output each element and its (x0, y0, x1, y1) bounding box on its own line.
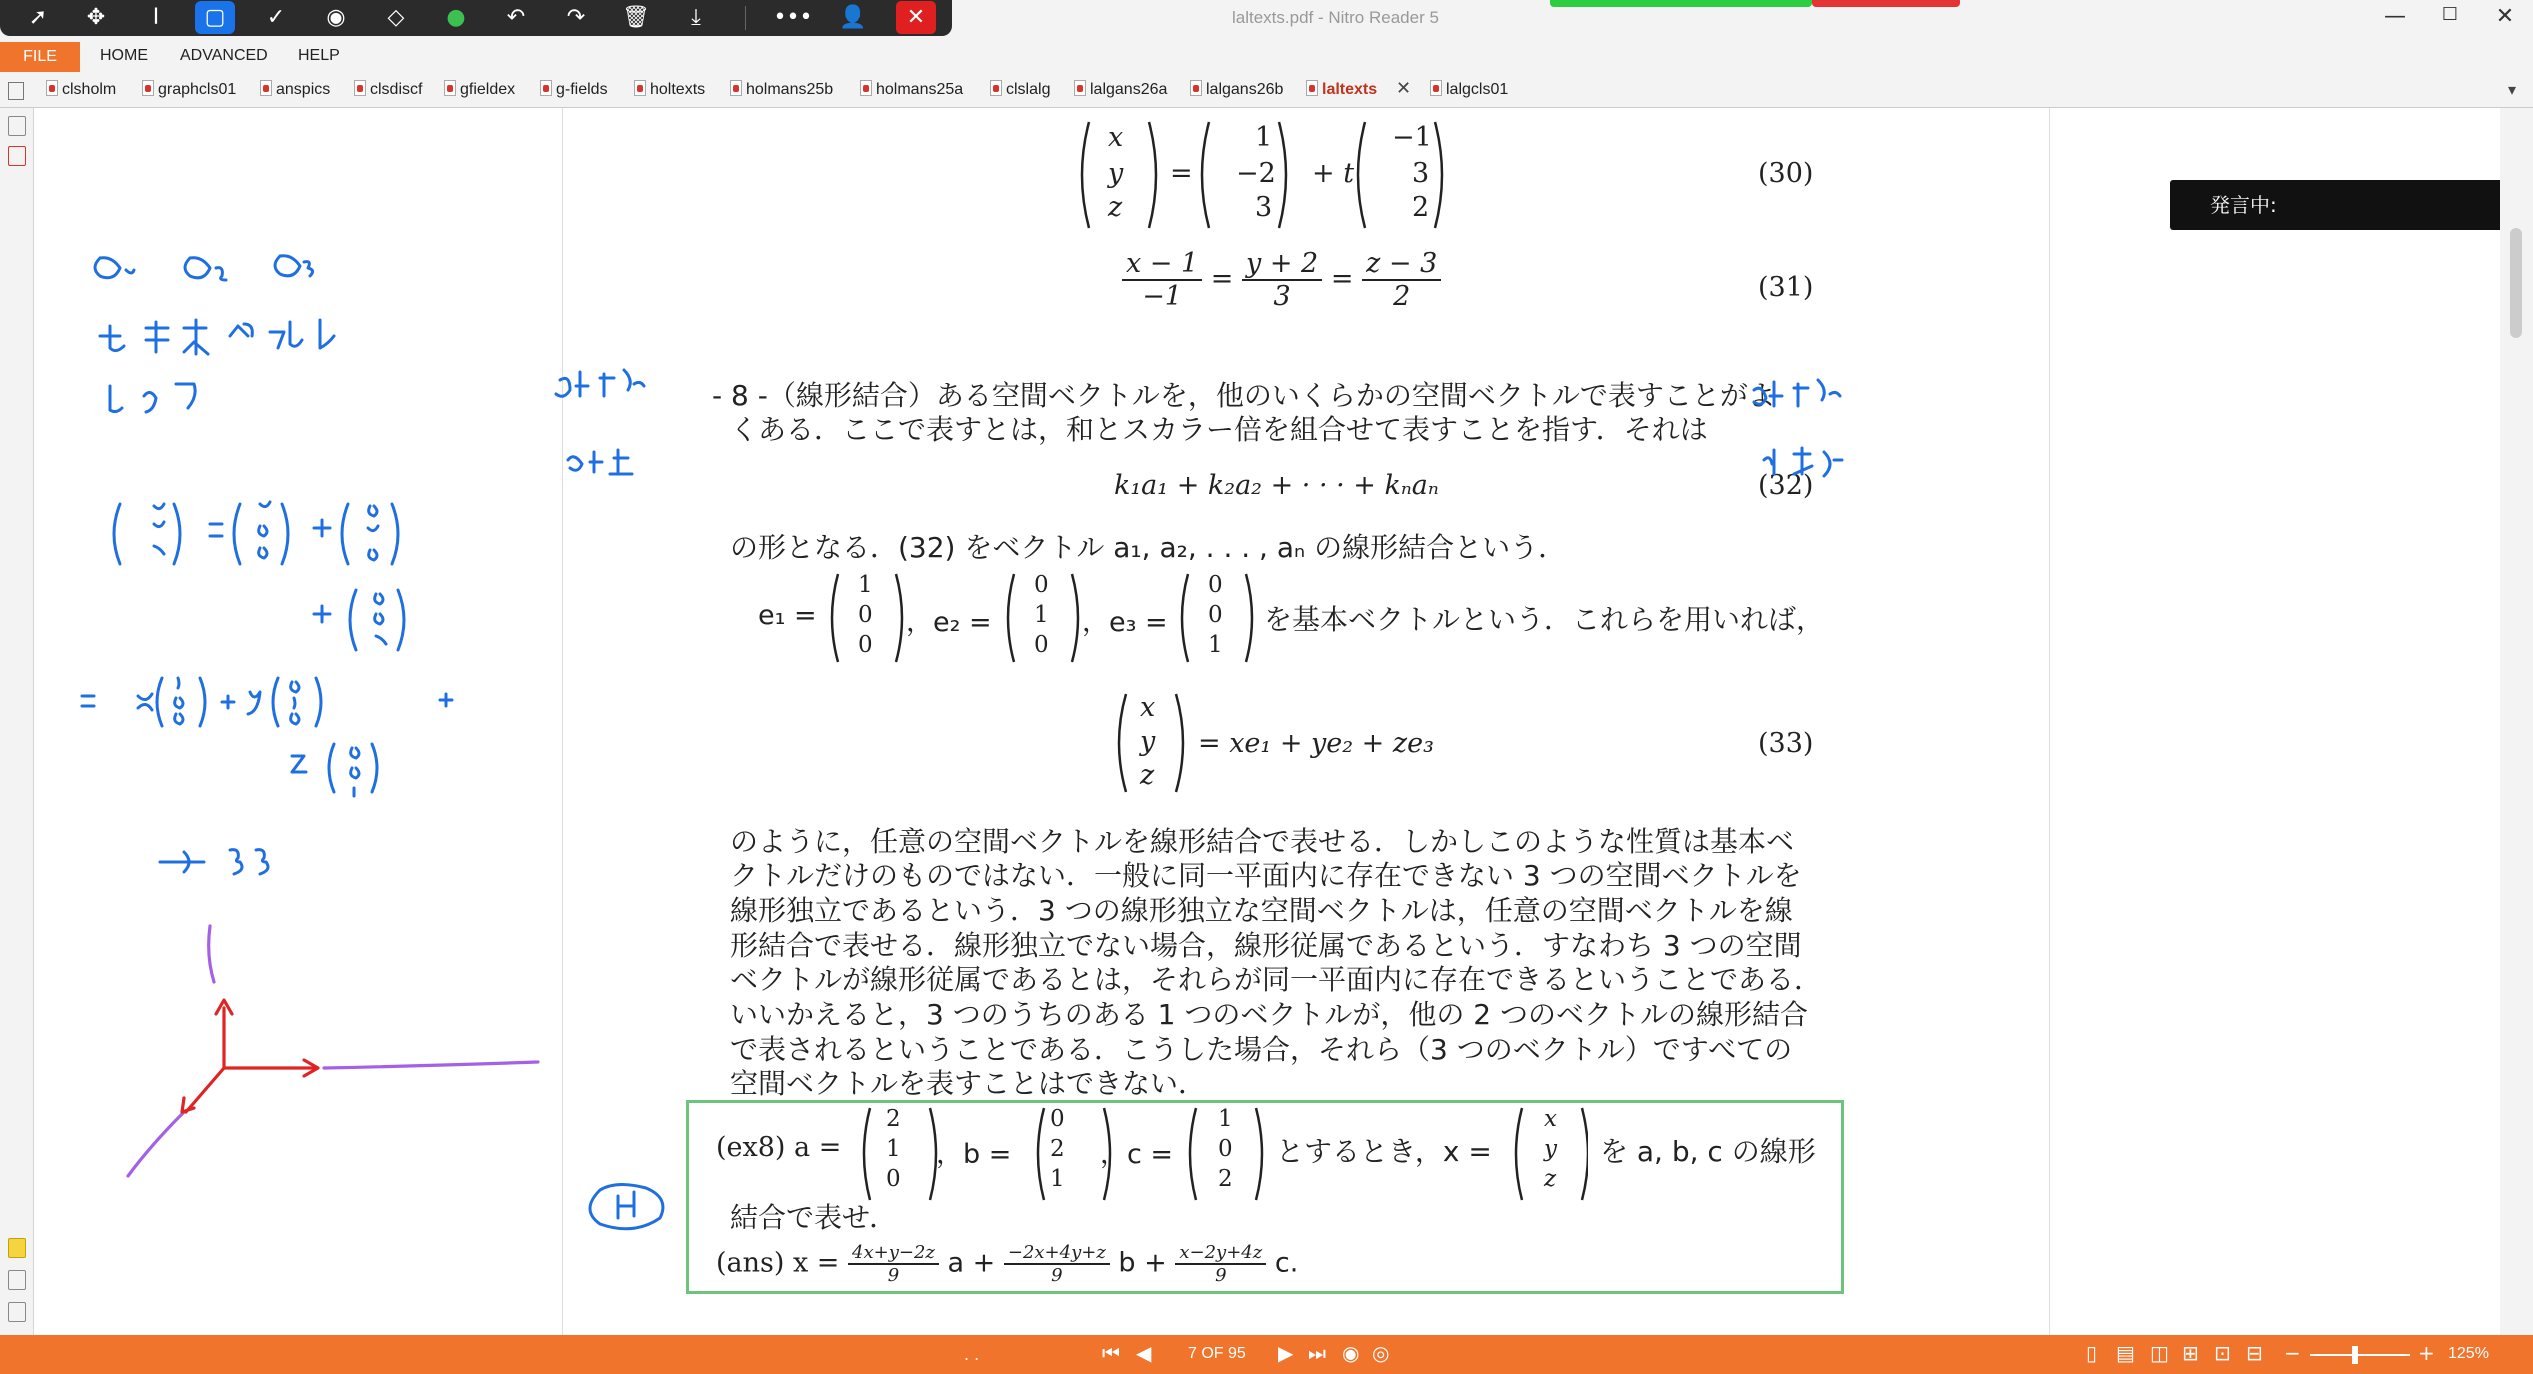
zoom-in-icon[interactable]: + (2418, 1341, 2435, 1365)
ex8-label: (ex8) a = (716, 1132, 842, 1163)
left-panel-strip (0, 108, 34, 1335)
ex8-a1: 2 (886, 1106, 901, 1132)
ink-matrix-eq2 (314, 590, 404, 650)
e1-c2: 0 (858, 602, 873, 628)
ink-toiu (110, 384, 195, 412)
zoom-level[interactable]: 125% (2448, 1345, 2489, 1362)
para3-line6: いいかえると，3 つのうちのある 1 つのベクトルが，他の 2 つのベクトルの線形結合 (730, 998, 1808, 1031)
facing-continuous-icon[interactable]: ⊞ (2182, 1341, 2199, 1365)
equation-31: $\frac{x - 1}{-1}$ = $\frac{y + 2}{3}$ = $\frac{z - 3}{2}$ (1122, 248, 1441, 312)
eq30-a1: 1 (1255, 122, 1273, 153)
eq33-lhs-z: z (1140, 760, 1155, 791)
eq33-number: (33) (1758, 728, 1814, 759)
eq30-lhs-y: y (1108, 158, 1124, 189)
rectangle-tool-icon[interactable]: ▢ (195, 1, 235, 34)
pdf-icon (990, 80, 1002, 96)
ex8-b3: 1 (1050, 1166, 1065, 1192)
facing-icon[interactable]: ◫ (2150, 1341, 2169, 1365)
pdf-icon (860, 80, 872, 96)
download-icon[interactable]: ⤓ (691, 5, 701, 30)
eq30-number: (30) (1758, 158, 1814, 189)
ink-matrix-eq1 (114, 502, 398, 564)
eq30-b3: 2 (1412, 192, 1430, 223)
para3-line7: で表されるということである．こうした場合，それら（3 つのベクトル）ですべての (730, 1033, 1793, 1066)
handwritten-annotations[interactable] (34, 108, 2134, 1335)
ink-kihon-vector (100, 320, 334, 354)
ink-purple-axes (128, 926, 538, 1176)
tab-lalgans26a[interactable]: lalgans26a (1074, 80, 1167, 104)
e3-c3: 1 (1208, 632, 1223, 658)
basis-e3-label: ，e₃ = (1082, 607, 1168, 638)
comments-icon[interactable] (8, 1238, 26, 1258)
continuous-icon[interactable]: ▤ (2116, 1341, 2135, 1365)
pages-icon[interactable] (8, 1270, 26, 1290)
para3-line2: クトルだけのものではない．一般に同一平面内に存在できない 3 つの空間ベクトルを (730, 859, 1802, 892)
ex8-mid-text: とするとき，x = (1276, 1135, 1492, 1168)
ex8-tail-text: を a, b, c の線形 (1600, 1135, 1816, 1168)
pdf-icon (1430, 80, 1442, 96)
status-dots: . . (964, 1345, 980, 1364)
menu-help[interactable]: HELP (298, 47, 340, 64)
tab-holmans25a[interactable]: holmans25a (860, 80, 963, 104)
tab-clslalg[interactable]: clslalg (990, 80, 1050, 104)
ex8-c1: 1 (1218, 1106, 1233, 1132)
eq30-b1: −1 (1392, 122, 1432, 153)
page-indicator[interactable]: 7 OF 95 (1188, 1345, 1246, 1362)
tab-clsdiscf[interactable]: clsdiscf (354, 80, 422, 104)
prev-page-icon[interactable]: ◀ (1136, 1341, 1152, 1365)
color-picker-icon[interactable]: ● (446, 5, 466, 30)
ink-senkei-juzoku (1754, 380, 1842, 476)
tab-holmans25b[interactable]: holmans25b (730, 80, 833, 104)
ink-e1 (95, 258, 134, 278)
para3-line1: のように，任意の空間ベクトルを線形結合で表せる．しかしこのような性質は基本ベ (730, 825, 1795, 858)
ex8-c2: 0 (1218, 1136, 1233, 1162)
close-tab-icon[interactable]: ✕ (1396, 78, 1412, 99)
pdf-icon (730, 80, 742, 96)
last-page-icon[interactable]: ⏭ (1308, 1341, 1326, 1365)
ink-e3 (275, 256, 313, 276)
vertical-scrollbar[interactable] (2500, 108, 2533, 1335)
ex8-line2: 結合で表せ． (730, 1201, 898, 1234)
e3-c2: 0 (1208, 602, 1223, 628)
ex8-a3: 0 (886, 1166, 901, 1192)
ink-senkei-dokuritsu (556, 370, 644, 474)
pdf-icon (260, 80, 272, 96)
ex8-x2: y (1544, 1136, 1557, 1162)
menu-file[interactable]: FILE (0, 42, 80, 72)
basis-e2-label: ，e₂ = (906, 607, 992, 638)
tab-g-fields[interactable]: g-fields (540, 80, 608, 104)
annotation-toolbar (0, 0, 952, 36)
fit-width-icon[interactable]: ⊟ (2246, 1341, 2263, 1365)
eq30-lhs-z: z (1108, 192, 1123, 223)
e2-c3: 0 (1034, 632, 1049, 658)
ink-matrix-eq4 (292, 744, 377, 796)
e2-c1: 0 (1034, 572, 1049, 598)
eraser-tool-icon[interactable]: ◇ (387, 5, 405, 30)
page-view-icon[interactable] (8, 82, 24, 100)
eq30-a2: −2 (1236, 158, 1276, 189)
next-page-icon[interactable]: ▶ (1278, 1341, 1294, 1365)
fullscreen-icon[interactable]: ⊡ (2214, 1341, 2231, 1365)
tab-overflow-chevron-icon[interactable]: ▾ (2508, 80, 2517, 99)
pdf-icon (142, 80, 154, 96)
eq33-lhs-x: x (1140, 692, 1156, 723)
pdf-icon (540, 80, 552, 96)
para3-line8: 空間ベクトルを表すことはできない． (730, 1067, 1207, 1100)
zoom-slider[interactable] (2310, 1354, 2410, 1356)
tab-gfieldex[interactable]: gfieldex (444, 80, 515, 104)
tab-clsholm[interactable]: clsholm (46, 80, 116, 104)
basis-e1-label: e₁ = (758, 600, 817, 631)
e3-c1: 0 (1208, 572, 1223, 598)
ex8-b1: 0 (1050, 1106, 1065, 1132)
meeting-green-bar (1550, 0, 1812, 7)
toolbar-separator (745, 6, 746, 30)
ink-h-circle (590, 1184, 663, 1228)
tab-lalgans26b[interactable]: lalgans26b (1190, 80, 1283, 104)
e1-c1: 1 (858, 572, 873, 598)
stamp-tool-icon[interactable]: ◉ (326, 5, 346, 30)
tab-graphcls01[interactable]: graphcls01 (142, 80, 236, 104)
attachments-icon[interactable] (8, 116, 26, 136)
zoom-out-icon[interactable]: − (2284, 1341, 2301, 1365)
eq33-lhs-y: y (1140, 726, 1156, 757)
eq33-rhs: = xe₁ + ye₂ + ze₃ (1198, 728, 1434, 759)
eq32-number: (32) (1758, 470, 1814, 501)
eq30-b2: 3 (1412, 158, 1430, 189)
ink-e2 (185, 258, 226, 280)
ex8-b-label: ，b = (936, 1139, 1012, 1170)
answer-line: (ans) x = $\frac{4x+y-2z}{9}$ a + $\frac{-2x+4y+z}{9}$ b + $\frac{x-2y+4z}{9}$ c. (716, 1242, 1299, 1286)
basis-tail-text: を基本ベクトルという．これらを用いれば， (1264, 603, 1825, 636)
ex8-a2: 1 (886, 1136, 901, 1162)
tab-holtexts[interactable]: holtexts (634, 80, 705, 104)
window-title: laltexts.pdf - Nitro Reader 5 (1232, 8, 1439, 27)
minimize-button[interactable]: — (2384, 4, 2406, 29)
para1-line1: - 8 -（線形結合）ある空間ベクトルを，他のいくらかの空間ベクトルで表すことがよ (712, 379, 1776, 412)
eq30-a3: 3 (1255, 192, 1273, 223)
back-view-icon[interactable]: ◉ (1342, 1341, 1360, 1365)
pointer-tool-icon[interactable]: ➚ (28, 5, 48, 30)
para3-line5: ベクトルが線形従属であるとは，それらが同一平面内に存在できるということである． (730, 963, 1823, 996)
meeting-red-bar (1812, 0, 1960, 7)
ink-red-axes (182, 1000, 318, 1112)
user-icon[interactable]: 👤 (839, 5, 867, 30)
layers-icon[interactable] (8, 1302, 26, 1322)
eq31-number: (31) (1758, 272, 1814, 303)
first-page-icon[interactable]: ⏮ (1102, 1341, 1120, 1365)
ex8-b2: 2 (1050, 1136, 1065, 1162)
speaking-indicator: 発言中: (2170, 180, 2512, 230)
menu-bar (0, 42, 2533, 72)
para3-line3: 線形独立であるという．3 つの線形独立な空間ベクトルは，任意の空間ベクトルを線 (730, 894, 1793, 927)
tab-anspics[interactable]: anspics (260, 80, 330, 104)
para3-line4: 形結合で表せる．線形独立でない場合，線形従属であるという．すなわち 3 つの空間 (730, 929, 1802, 962)
pdf-icon (354, 80, 366, 96)
ex8-c-label: ，c = (1100, 1139, 1174, 1170)
para2-text: の形となる．(32) をベクトル a₁, a₂, . . . , aₙ の線形結合という． (730, 531, 1567, 564)
e2-c2: 1 (1034, 602, 1049, 628)
ink-arrow-33 (160, 850, 268, 874)
status-bar (0, 1335, 2533, 1374)
redo-icon[interactable]: ↷ (566, 5, 586, 30)
forward-view-icon[interactable]: ◎ (1372, 1341, 1390, 1365)
equation-32: k₁a₁ + k₂a₂ + · · · + kₙaₙ (1114, 470, 1439, 501)
pdf-icon (1306, 80, 1318, 96)
ex8-c3: 2 (1218, 1166, 1233, 1192)
undo-icon[interactable]: ↶ (506, 5, 526, 30)
pdf-icon (1190, 80, 1202, 96)
close-toolbar-icon[interactable]: ✕ (896, 1, 936, 34)
maximize-button[interactable]: ☐ (2441, 4, 2459, 25)
menu-advanced[interactable]: ADVANCED (180, 47, 268, 64)
document-tab-bar (0, 74, 2533, 108)
tab-lalgcls01[interactable]: lalgcls01 (1430, 80, 1508, 104)
para1-line2: くある．ここで表すとは，和とスカラー倍を組合せて表すことを指す．それは (730, 413, 1708, 446)
pdf-icon (46, 80, 58, 96)
ex8-x1: x (1544, 1106, 1557, 1132)
eq30-plus-t: + t (1312, 158, 1355, 189)
menu-home[interactable]: HOME (100, 47, 148, 64)
more-icon[interactable]: ••• (773, 5, 813, 30)
close-window-button[interactable]: ✕ (2495, 4, 2515, 29)
zoom-slider-knob[interactable] (2352, 1346, 2358, 1364)
tab-laltexts-active[interactable]: laltexts (1306, 80, 1377, 104)
text-cursor-icon[interactable]: Ι (152, 5, 160, 30)
pdf-icon (634, 80, 646, 96)
ex8-x3: z (1544, 1166, 1557, 1192)
move-tool-icon[interactable]: ✥ (86, 5, 106, 30)
check-tool-icon[interactable]: ✓ (266, 5, 286, 30)
eq30-equals: = (1170, 158, 1193, 189)
ink-matrix-eq3 (82, 678, 452, 726)
scrollbar-thumb[interactable] (2510, 228, 2522, 338)
single-page-icon[interactable]: ▯ (2086, 1341, 2098, 1365)
pdf-icon (444, 80, 456, 96)
eq30-lhs-x: x (1108, 122, 1124, 153)
trash-icon[interactable]: 🗑 (622, 5, 650, 30)
bookmarks-icon[interactable] (8, 146, 26, 166)
e1-c3: 0 (858, 632, 873, 658)
pdf-icon (1074, 80, 1086, 96)
